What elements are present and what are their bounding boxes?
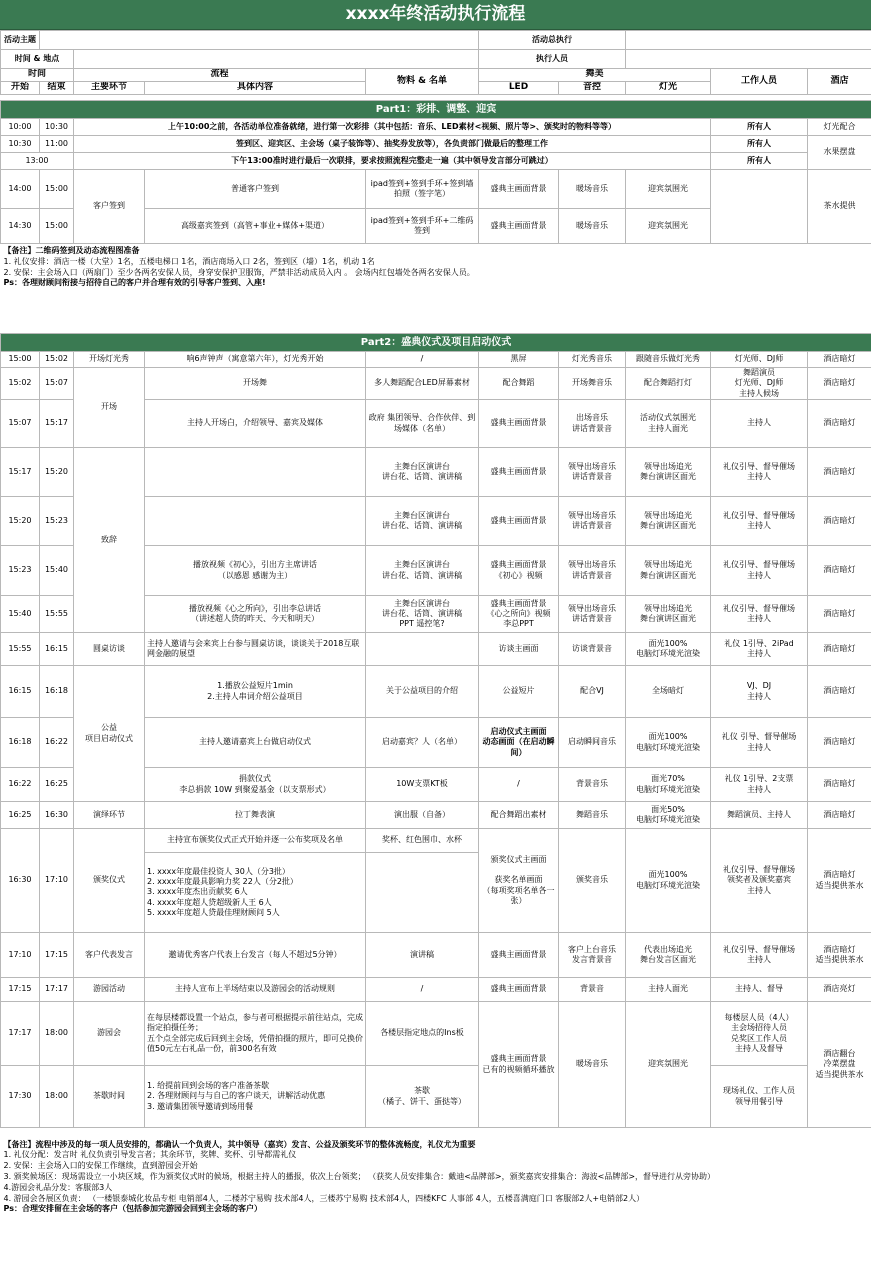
table-cell: 14:00 [1,170,40,209]
table-cell: 舞蹈音乐 [559,802,626,829]
table-cell: 酒店暗灯 [808,448,871,497]
table-cell: 每楼层人员（4人） 主会场招待人员 兑奖区工作人员 主持人及督导 [711,1002,808,1066]
table-cell: / [366,978,479,1002]
table-cell: 跟随音乐做灯光秀 [626,352,711,368]
spacer [1,1128,871,1138]
table-cell: 暖场音乐 [559,209,626,244]
table-cell: 13:00 [1,153,74,170]
table-cell: 18:00 [40,1066,74,1128]
note-line: 1. 礼仪安排：酒店一楼（大堂）1名，五楼电梯口 1名，酒店商场入口 2名，签到区（墙）1名，机动 1名 [3,256,375,266]
table-cell: 酒店暗灯 [808,666,871,718]
part-band [1,334,871,352]
table-cell: 访谈背景音 [559,633,626,666]
table-cell: 15:23 [1,546,40,596]
theme-value [40,31,479,50]
table-cell: 15:07 [40,368,74,400]
table-cell: 14:30 [1,209,40,244]
table-row [1,978,871,1002]
table-cell: 背景音乐 [559,768,626,802]
table-cell: 酒店暗灯 [808,368,871,400]
table-cell: 盛典主画面背景 《心之所向》视频 李总PPT [479,596,559,633]
table-cell: 活动仪式氛围光 主持人面光 [626,400,711,448]
table-cell [145,448,366,497]
table-cell: 盛典主画面背景 已有的视频循环播放 [479,1002,559,1128]
table-cell: 礼仪引导、督导催场 主持人 [711,933,808,978]
table-cell: ipad签到+签到手环+签到墙拍照（签字笔） [366,170,479,209]
table-cell: VJ、DJ 主持人 [711,666,808,718]
table-cell: 领导出场追光 舞台演讲区面光 [626,497,711,546]
table-cell: 盛典主画面背景 [479,497,559,546]
table-cell: 访谈主画面 [479,633,559,666]
table-cell: 背景音 [559,978,626,1002]
table-cell: 17:30 [1,1066,40,1128]
table-cell: 礼仪引导、督导催场 领奖者及颁奖嘉宾 主持人 [711,829,808,933]
table-cell: 水果摆盘 [808,136,871,170]
table-cell: 酒店暗灯 适当提供茶水 [808,829,871,933]
table-cell: 领导出场追光 舞台演讲区面光 [626,596,711,633]
table-cell: 面光100% 电脑灯环境光渲染 [626,829,711,933]
table-cell: 15:00 [1,352,40,368]
table-cell: 主舞台区演讲台 讲台花、话筒、演讲稿 [366,546,479,596]
table-row [1,1066,871,1128]
table-cell: 礼仪引导、督导催场 主持人 [711,596,808,633]
table-cell: 主持人开场白，介绍领导、嘉宾及媒体 [145,400,366,448]
table-cell: 演出服（自备） [366,802,479,829]
table-row [1,633,871,666]
table-cell: 盛典主画面背景 [479,978,559,1002]
table-cell: 拉丁舞表演 [145,802,366,829]
table-cell: 10W支票KT板 [366,768,479,802]
table-cell: 酒店暗灯 [808,768,871,802]
table-cell: 圆桌访谈 [74,633,145,666]
table-cell: 游园会 [74,1002,145,1066]
spacer-row [1,1128,871,1138]
table-cell: 所有人 [711,136,808,153]
table-cell: 领导出场音乐 讲话背景音 [559,596,626,633]
table-cell: 迎宾氛围光 [626,1002,711,1128]
table-cell: 酒店暗灯 [808,497,871,546]
table-cell: / [479,768,559,802]
table-cell: 演讲稿 [366,933,479,978]
table-cell: 主持人 [711,400,808,448]
table-cell: 公益短片 [479,666,559,718]
time-place-value [74,50,479,69]
table-cell: 配合舞蹈打灯 [626,368,711,400]
table-cell: 主持宣布颁奖仪式正式开始并逐一公布奖项及名单 [145,829,366,853]
table-cell: 配合舞蹈 [479,368,559,400]
spacer-row [1,298,871,334]
table-cell: 出场音乐 讲话背景音 [559,400,626,448]
table-cell: 盛典主画面背景 [479,400,559,448]
start-label: 开始 [1,82,40,95]
table-cell: 15:23 [40,497,74,546]
table-cell: 政府 集团领导、合作伙伴、到场媒体（名单） [366,400,479,448]
table-cell: 17:17 [1,1002,40,1066]
table-cell: 礼仪 引导、督导催场 主持人 [711,718,808,768]
table-cell: 酒店亮灯 [808,978,871,1002]
table-cell: 致辞 [74,448,145,633]
table-cell: 17:15 [1,978,40,1002]
table-cell: 开场舞 [145,368,366,400]
time-label: 时间 [1,69,74,82]
table-cell: 15:07 [1,400,40,448]
table-cell: 上午10:00之前，各活动单位准备就绪，进行第一次彩排（其中包括：音乐、LED素材<视频、照片等>、颁奖时的物料等等） [74,119,711,136]
theme-label: 活动主题 [1,31,40,50]
exec-label: 活动总执行 [479,31,626,50]
table-cell: 盛典主画面背景 [479,170,559,209]
table-cell: 面光100% 电脑灯环境光渲染 [626,718,711,768]
materials-label: 物料 & 名单 [366,69,479,95]
table-cell: 17:10 [40,829,74,933]
note-title: 【备注】流程中涉及的每一项人员安排的，都确认一个负责人，其中领导（嘉宾）发言、公益及颁奖环节的整体流畅度，礼仪尤为重要 [3,1139,476,1149]
workers-label: 工作人员 [711,69,808,95]
segment-label: 主要环节 [74,82,145,95]
table-cell: 茶水提供 [808,170,871,244]
table-cell: 16:22 [1,768,40,802]
table-row [1,666,871,718]
table-cell: 奖杯、红色围巾、水杯 [366,829,479,853]
table-cell: 礼仪引导、督导催场 主持人 [711,448,808,497]
table-cell: 15:55 [1,633,40,666]
table-cell: 客户上台音乐 发言背景音 [559,933,626,978]
table-cell: 酒店翻台 冷菜摆盘 适当提供茶水 [808,1002,871,1128]
table-cell: 开场灯光秀 [74,352,145,368]
table-row [1,119,871,136]
detail-label: 具体内容 [145,82,366,95]
table-cell: 暖场音乐 [559,170,626,209]
note-title: 【备注】二维码签到及动态流程图准备 [3,246,140,255]
table-cell: 启动仪式主画面 动态画面（在启动瞬间） [479,718,559,768]
table-cell: 客户签到 [74,170,145,244]
table-cell: 配合VJ [559,666,626,718]
hotel-label: 酒店 [808,69,871,95]
table-cell: 颁奖仪式主画面 获奖名单画面 （每项奖项名单各一张） [479,829,559,933]
header-row [1,31,871,50]
table-cell: 16:25 [40,768,74,802]
table-cell: 游园活动 [74,978,145,1002]
table-cell: 捐款仪式 李总捐款 10W 到聚爱基金（以支票形式） [145,768,366,802]
table-cell: 黑屏 [479,352,559,368]
table-cell: 15:55 [40,596,74,633]
table-cell: 17:10 [1,933,40,978]
table-row [1,448,871,497]
time-place-label: 时间 & 地点 [1,50,74,69]
table-cell: 开场舞音乐 [559,368,626,400]
table-cell: 盛典主画面背景 [479,448,559,497]
table-cell: 礼仪 1引导、2iPad 主持人 [711,633,808,666]
table-cell: 盛典主画面背景 [479,209,559,244]
table-cell: 灯光秀音乐 [559,352,626,368]
table-cell: 11:00 [40,136,74,153]
table-cell: 配合舞蹈出素材 [479,802,559,829]
table-cell: 16:15 [1,666,40,718]
table-cell: 15:02 [1,368,40,400]
table-cell: 茶歇时间 [74,1066,145,1128]
table-cell: 17:17 [40,978,74,1002]
table-cell: 高级嘉宾签到（高管+事业+媒体+渠道） [145,209,366,244]
table-cell: 播放视频《心之所向》，引出李总讲话 （讲述超人贷的昨天、今天和明天） [145,596,366,633]
table-cell: 16:30 [1,829,40,933]
part-band [1,101,871,119]
table-cell: 领导出场追光 舞台演讲区面光 [626,448,711,497]
table-cell: 在每层楼都设置一个站点，参与者可根据提示前往站点，完成指定拍摄任务； 五个点全部完成后回到主会场，凭借拍摄的照片，即可兑换价值50元左右礼品一份，前300名有效 [145,1002,366,1066]
table-cell: 15:00 [40,170,74,209]
note-line: 4.游园会礼品分发：客服部3人 [3,1182,113,1192]
table-cell: / [366,352,479,368]
stage-label: 舞美 [479,69,711,82]
table-cell: 迎宾氛围光 [626,170,711,209]
table-cell: 15:40 [40,546,74,596]
table-cell: 盛典主画面背景 [479,933,559,978]
table-cell: 主持人邀请与会来宾上台参与圆桌访谈，谈谈关于2018互联网金融的展望 [145,633,366,666]
table-cell: 酒店暗灯 适当提供茶水 [808,933,871,978]
table-cell: 普通客户签到 [145,170,366,209]
table-cell: 现场礼仪、工作人员 领导用餐引导 [711,1066,808,1128]
table-cell: 面光50% 电脑灯环境光渲染 [626,802,711,829]
table-cell: 17:15 [40,933,74,978]
table-cell: 16:25 [1,802,40,829]
table-cell: 16:30 [40,802,74,829]
table-row [1,170,871,209]
table-cell: 15:02 [40,352,74,368]
table-cell: 颁奖音乐 [559,829,626,933]
table-cell: 1.播放公益短片1min 2.主持人串词介绍公益项目 [145,666,366,718]
table-cell: 灯光师、DJ师 [711,352,808,368]
table-cell: 邀请优秀客户代表上台发言（每人不超过5分钟） [145,933,366,978]
table-cell: 酒店暗灯 [808,546,871,596]
table-cell: 酒店暗灯 [808,400,871,448]
table-cell: 领导出场音乐 讲话背景音 [559,497,626,546]
table-cell: 1. 给提前回到会场的客户准备茶歇 2. 各理财顾问与与自己的客户谈天，讲解活动优惠 3. 邀请集团领导邀请到场用餐 [145,1066,366,1128]
table-row [1,829,871,853]
note-line: 4. 游园会各展区负责： （一楼银泰城化妆品专柜 电销部4人，二楼苏宁易购 技术部4人，三楼苏宁易购 技术部4人，四楼KFC 人事部 4人，五楼喜满庭门口 客服部2人+电销部2人） [3,1193,645,1203]
table-row [1,933,871,978]
table-cell: 10:30 [40,119,74,136]
table-cell: 主持人宣布上半场结束以及游园会的活动规则 [145,978,366,1002]
table-cell: 15:17 [40,400,74,448]
table-cell: 领导出场音乐 讲话背景音 [559,546,626,596]
table-cell: 客户代表发言 [74,933,145,978]
note-row [1,244,871,298]
table-cell: 主持人面光 [626,978,711,1002]
header-row [1,50,871,69]
table-cell: 礼仪引导、督导催场 主持人 [711,497,808,546]
table-cell: 16:15 [40,633,74,666]
table-cell: 主舞台区演讲台 讲台花、话筒、演讲稿 [366,448,479,497]
table-cell: 茶歇 （橘子、饼干、蛋挞等） [366,1066,479,1128]
table-cell: 酒店暗灯 [808,352,871,368]
table-cell: 15:40 [1,596,40,633]
table-cell: 盛典主画面背景 《初心》视频 [479,546,559,596]
table-row [1,368,871,400]
part1-band: Part1：彩排、调整、迎宾 [1,101,871,119]
table-cell: 领导出场追光 舞台演讲区面光 [626,546,711,596]
table-cell: 礼仪 1引导、2支票 主持人 [711,768,808,802]
table-cell: 主持人、督导 [711,978,808,1002]
staff-value [626,50,871,69]
table-cell: 启动瞬间音乐 [559,718,626,768]
exec-value [626,31,871,50]
staff-label: 执行人员 [479,50,626,69]
table-cell: 演绎环节 [74,802,145,829]
table-cell: 暖场音乐 [559,1002,626,1128]
table-cell: 颁奖仪式 [74,829,145,933]
note-row [1,1138,871,1236]
table-row [1,1002,871,1066]
table-cell: 下午13:00准时进行最后一次联排，要求按照流程完整走一遍（其中领导发言部分可跳过） [74,153,711,170]
table-row [1,153,871,170]
table-cell: 公益 项目启动仪式 [74,666,145,802]
table-cell: 16:18 [40,666,74,718]
note-line: Ps：合理安排留在主会场的客户（包括参加完游园会回到主会场的客户） [3,1204,262,1214]
table-cell: 多人舞蹈配合LED屏幕素材 [366,368,479,400]
note-line: Ps：各理财顾问衔接与招待自己的客户并合理有效的引导客户签到、入座! [3,278,266,288]
table-cell [366,633,479,666]
table-cell: 18:00 [40,1002,74,1066]
table-cell: 15:00 [40,209,74,244]
table-cell: 灯光配合 [808,119,871,136]
note-line: 2. 安保：主会场入口（两扇门）至少各两名安保人员，身穿安保护卫服饰，严禁非活动成员入内 。 会场内红包墙处各两名安保人员。 [3,267,475,277]
header-row [1,69,871,82]
table-cell: 舞蹈演员、主持人 [711,802,808,829]
table-cell: 16:18 [1,718,40,768]
table-cell: 酒店暗灯 [808,633,871,666]
table-cell: 15:20 [40,448,74,497]
table-cell: 全场暗灯 [626,666,711,718]
led-label: LED [479,82,559,95]
table-cell: 代表出场追光 舞台发言区面光 [626,933,711,978]
table-cell: ipad签到+签到手环+二维码签到 [366,209,479,244]
table-cell: 面光100% 电脑灯环境光渲染 [626,633,711,666]
note-line: 2. 安保：主会场入口的安保工作继续，直到游园会开始 [3,1161,198,1171]
table-cell: 1. xxxx年度最佳投资人 30人（分3批） 2. xxxx年度最具影响力奖 22人（分2批） 3. xxxx年度杰出贡献奖 6人 4. xxxx年度超人贷超级新人王 6人 5. xxxx年度超人贷最佳理财顾问 5人 [145,853,366,933]
note-line: 1. 礼仪分配：发言时 礼仪负责引导发言者；其余环节，奖牌、奖杯、引导都需礼仪 [3,1150,297,1160]
table-cell: 10:30 [1,136,40,153]
table-cell: 各楼层指定地点的Ins板 [366,1002,479,1066]
table-cell: 领导出场音乐 讲话背景音 [559,448,626,497]
table-row [1,136,871,153]
table-cell: 开场 [74,368,145,448]
table-cell: 酒店暗灯 [808,718,871,768]
table-cell: 酒店暗灯 [808,802,871,829]
table-cell: 15:17 [1,448,40,497]
part1-notes [1,244,871,298]
table-cell: 启动嘉宾？人（名单） [366,718,479,768]
table-cell: 迎宾氛围光 [626,209,711,244]
table-row [1,352,871,368]
table-cell: 响6声钟声（寓意第六年），灯光秀开始 [145,352,366,368]
spacer [1,298,871,334]
table-cell: 所有人 [711,119,808,136]
table-cell: 礼仪引导、督导催场 主持人 [711,546,808,596]
table-cell: 签到区、迎宾区、主会场（桌子装饰等）、抽奖券发放等），各负责部门做最后的整理工作 [74,136,711,153]
table-cell: 酒店暗灯 [808,596,871,633]
table-cell: 舞蹈演员 灯光师、DJ师 主持人候场 [711,368,808,400]
table-cell: 主舞台区演讲台 讲台花、话筒、演讲稿 [366,497,479,546]
table-row [1,802,871,829]
part2-notes [1,1138,871,1236]
table-cell: 15:20 [1,497,40,546]
table-cell: 播放视频《初心》，引出方主席讲话 （以感恩 感谢为主） [145,546,366,596]
end-label: 结束 [40,82,74,95]
sound-label: 音控 [559,82,626,95]
table-cell: 10:00 [1,119,40,136]
table-cell: 所有人 [711,153,808,170]
table-cell [145,497,366,546]
table-cell: 主持人邀请嘉宾上台做启动仪式 [145,718,366,768]
flow-label: 流程 [74,69,366,82]
table-cell [711,170,808,244]
table-cell: 主舞台区演讲台 讲台花、话筒、演讲稿 PPT 遥控笔? [366,596,479,633]
light-label: 灯光 [626,82,711,95]
table-cell: 关于公益项目的介绍 [366,666,479,718]
part2-band: Part2：盛典仪式及项目启动仪式 [1,334,871,352]
table-cell: 16:22 [40,718,74,768]
page-title: xxxx年终活动执行流程 [0,0,871,30]
note-line: 3. 颁奖候场区：现场需设立一小块区域，作为颁奖仪式时的候场，根据主持人的播报，依次上台领奖； （获奖人员安排集合：戴迪<品牌部>，颁奖嘉宾安排集合：海波<品牌部>，督导进行从旁协助） [3,1172,716,1182]
schedule-table [0,30,871,1236]
table-cell [366,853,479,933]
table-cell: 面光70% 电脑灯环境光渲染 [626,768,711,802]
